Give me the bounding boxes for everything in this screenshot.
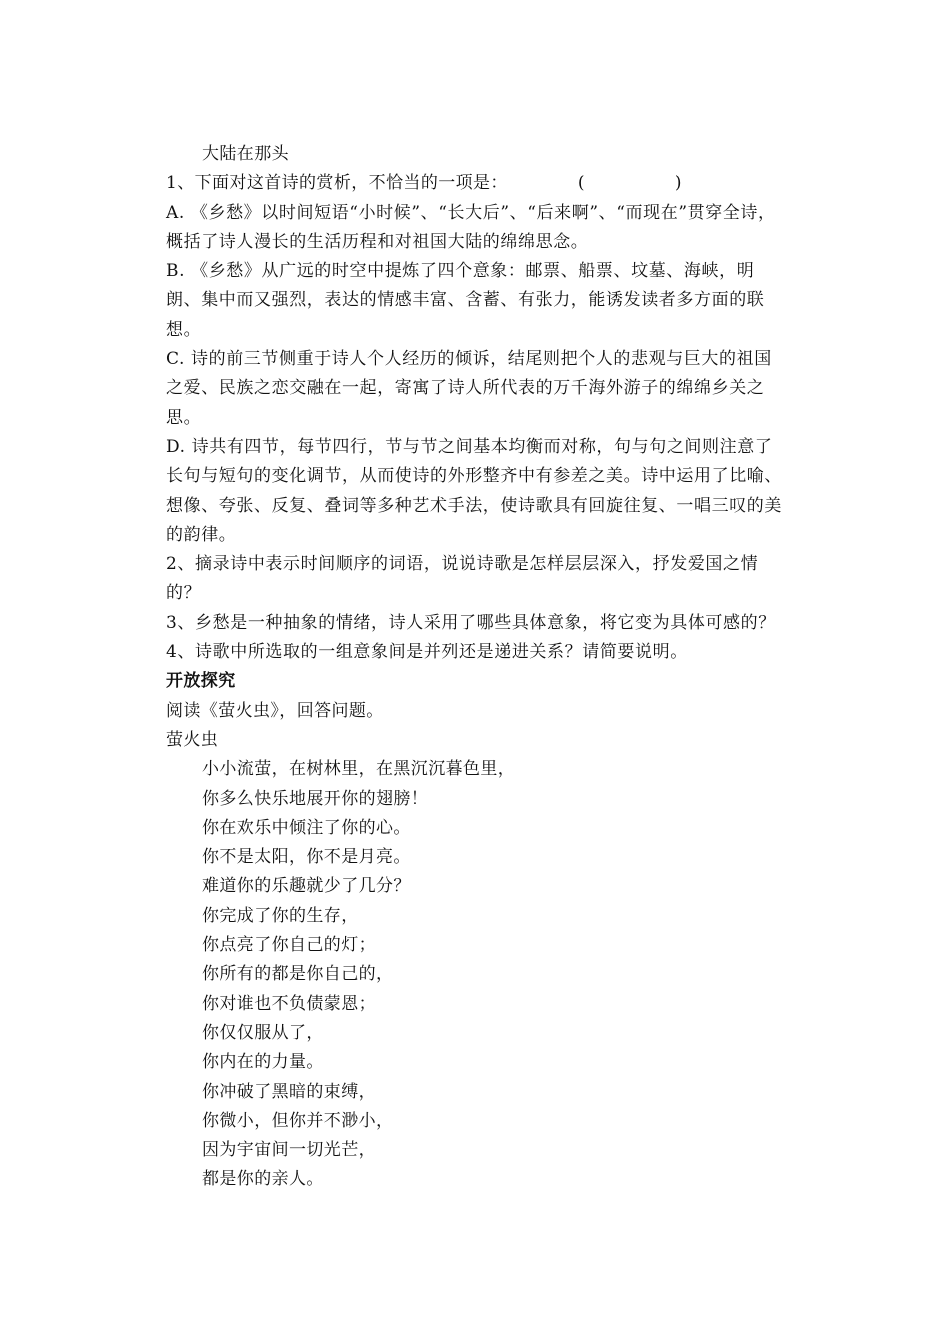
reading-instruction: 阅读《萤火虫》，回答问题。: [166, 700, 384, 721]
question-2: 2、摘录诗中表示时间顺序的词语，说说诗歌是怎样层层深入，抒发爱国之情的？: [166, 554, 759, 604]
question-1-prompt: 1、下面对这首诗的赏析，不恰当的一项是：: [166, 173, 508, 194]
option-a: A. 《乡愁》以时间短语“小时候”、“长大后”、“后来啊”、“而现在”贯穿全诗，概括了诗人漫长的生活历程和对祖国大陆的绵绵思念。: [166, 202, 776, 252]
answer-paren-close: ): [674, 173, 682, 194]
poem-line: 难道你的乐趣就少了几分？: [202, 876, 411, 897]
poem-line: 你多么快乐地展开你的翅膀！: [202, 788, 429, 809]
question-1: [166, 169, 786, 198]
poem-line: 你对谁也不负债蒙恩；: [202, 993, 376, 1014]
poem-line: 你在欢乐中倾注了你的心。: [202, 817, 411, 838]
section-heading: 开放探究: [166, 671, 236, 692]
poem-line: 你完成了你的生存，: [202, 905, 359, 926]
poem-line: 你不是太阳，你不是月亮。: [202, 847, 411, 868]
poem-line: 你所有的都是你自己的，: [202, 964, 394, 985]
poem-line: 你仅仅服从了，: [202, 1022, 324, 1043]
question-4: 4、诗歌中所选取的一组意象间是并列还是递进关系？请简要说明。: [166, 642, 688, 663]
poem-title: 萤火虫: [166, 729, 219, 750]
document-page: [166, 140, 786, 1195]
poem-line: 你内在的力量。: [202, 1052, 324, 1073]
question-3: 3、乡愁是一种抽象的情绪，诗人采用了哪些具体意象，将它变为具体可感的？: [166, 612, 776, 633]
poem-line: 你点亮了你自己的灯；: [202, 935, 376, 956]
option-d: D. 诗共有四节，每节四行，节与节之间基本均衡而对称，句与句之间则注意了长句与短句的变化调节，从而使诗的外形整齐中有参差之美。诗中运用了比喻、想像、夸张、反复、叠词等多种艺术手法，使诗歌具有回旋往复、一唱三叹的美的韵律。: [166, 436, 782, 545]
poem-line: 你冲破了黑暗的束缚，: [202, 1081, 376, 1102]
answer-paren-open: (: [577, 173, 585, 194]
poem-line: 因为宇宙间一切光芒，: [202, 1140, 376, 1161]
poem-line: 都是你的亲人。: [202, 1169, 324, 1190]
poem-line: 你微小，但你并不渺小，: [202, 1110, 394, 1131]
option-c: C. 诗的前三节侧重于诗人个人经历的倾诉，结尾则把个人的悲观与巨大的祖国之爱、民族之恋交融在一起，寄寓了诗人所代表的万千海外游子的绵绵乡关之思。: [166, 349, 772, 428]
poem-tail-line: 大陆在那头: [202, 144, 289, 164]
option-b: B. 《乡愁》从广远的时空中提炼了四个意象：邮票、船票、坟墓、海峡，明朗、集中而又强烈，表达的情感丰富、含蓄、有张力，能诱发读者多方面的联想。: [166, 261, 765, 340]
poem-body: [166, 755, 786, 1194]
poem-line: 小小流萤，在树林里，在黑沉沉暮色里，: [202, 759, 516, 780]
